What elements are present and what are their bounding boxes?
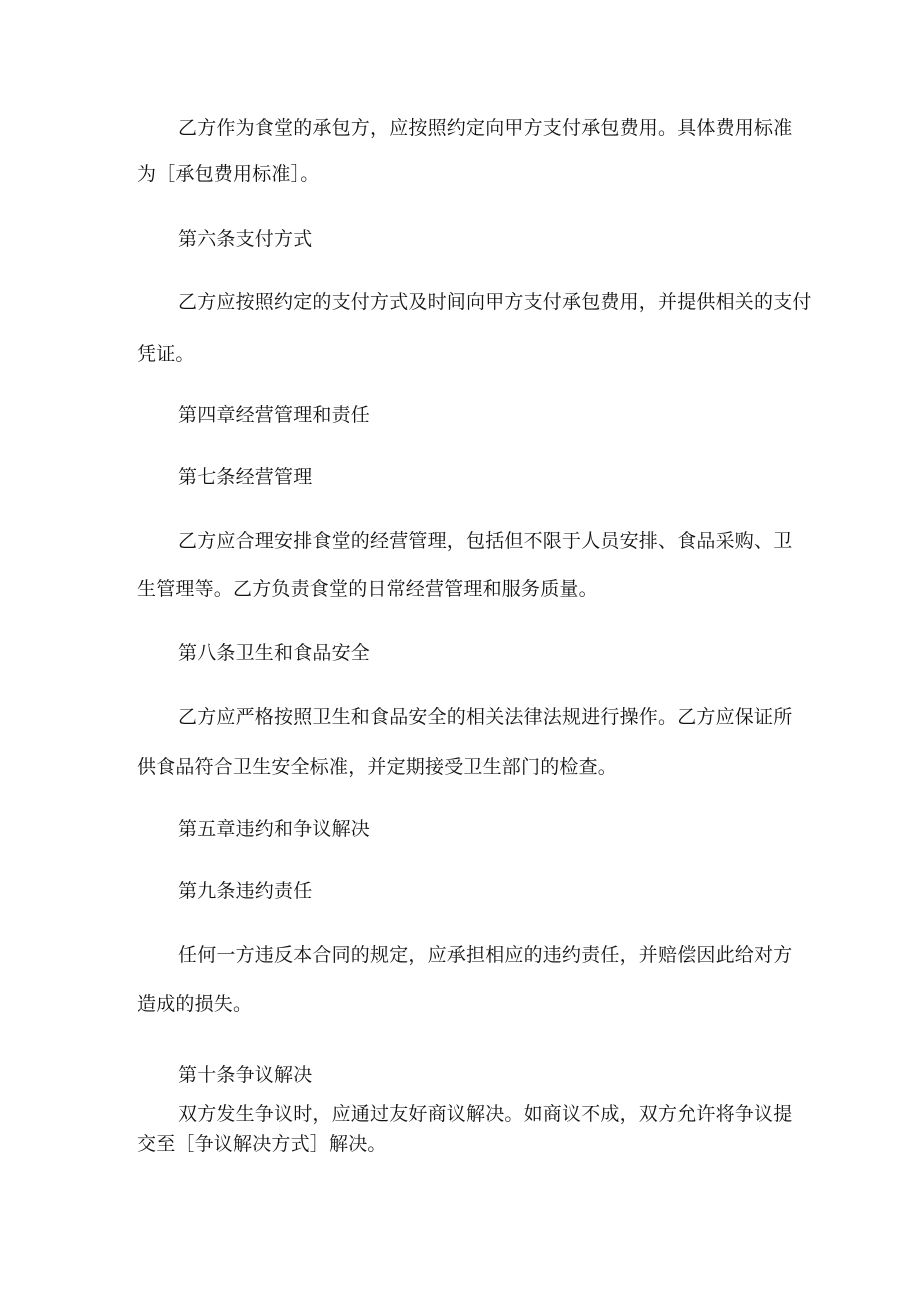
paragraph-line: 乙方应按照约定的支付方式及时间向甲方支付承包费用，并提供相关的支付 (178, 291, 812, 313)
article-heading: 第十条争议解决 (178, 1064, 313, 1086)
paragraph-line: 乙方应严格按照卫生和食品安全的相关法律法规进行操作。乙方应保证所 (178, 706, 793, 728)
paragraph-line: 任何一方违反本合同的规定，应承担相应的违约责任，并赔偿因此给对方 (178, 944, 793, 966)
article-heading: 第六条支付方式 (178, 228, 313, 250)
paragraph-line: 供食品符合卫生安全标准，并定期接受卫生部门的检查。 (137, 756, 618, 778)
chapter-heading: 第四章经营管理和责任 (178, 404, 371, 426)
paragraph-line: 乙方作为食堂的承包方，应按照约定向甲方支付承包费用。具体费用标准 (178, 117, 793, 139)
paragraph-line: 凭证。 (137, 343, 195, 365)
paragraph-line: 交至［争议解决方式］解决。 (137, 1133, 387, 1155)
article-heading: 第七条经营管理 (178, 466, 313, 488)
paragraph-line: 生管理等。乙方负责食堂的日常经营管理和服务质量。 (137, 578, 598, 600)
paragraph-line: 双方发生争议时，应通过友好商议解决。如商议不成，双方允许将争议提 (178, 1103, 793, 1125)
article-heading: 第九条违约责任 (178, 880, 313, 902)
paragraph-line: 造成的损失。 (137, 993, 253, 1015)
paragraph-line: 乙方应合理安排食堂的经营管理，包括但不限于人员安排、食品采购、卫 (178, 530, 793, 552)
chapter-heading: 第五章违约和争议解决 (178, 818, 371, 840)
paragraph-line: 为［承包费用标准］。 (137, 163, 320, 185)
article-heading: 第八条卫生和食品安全 (178, 642, 371, 664)
